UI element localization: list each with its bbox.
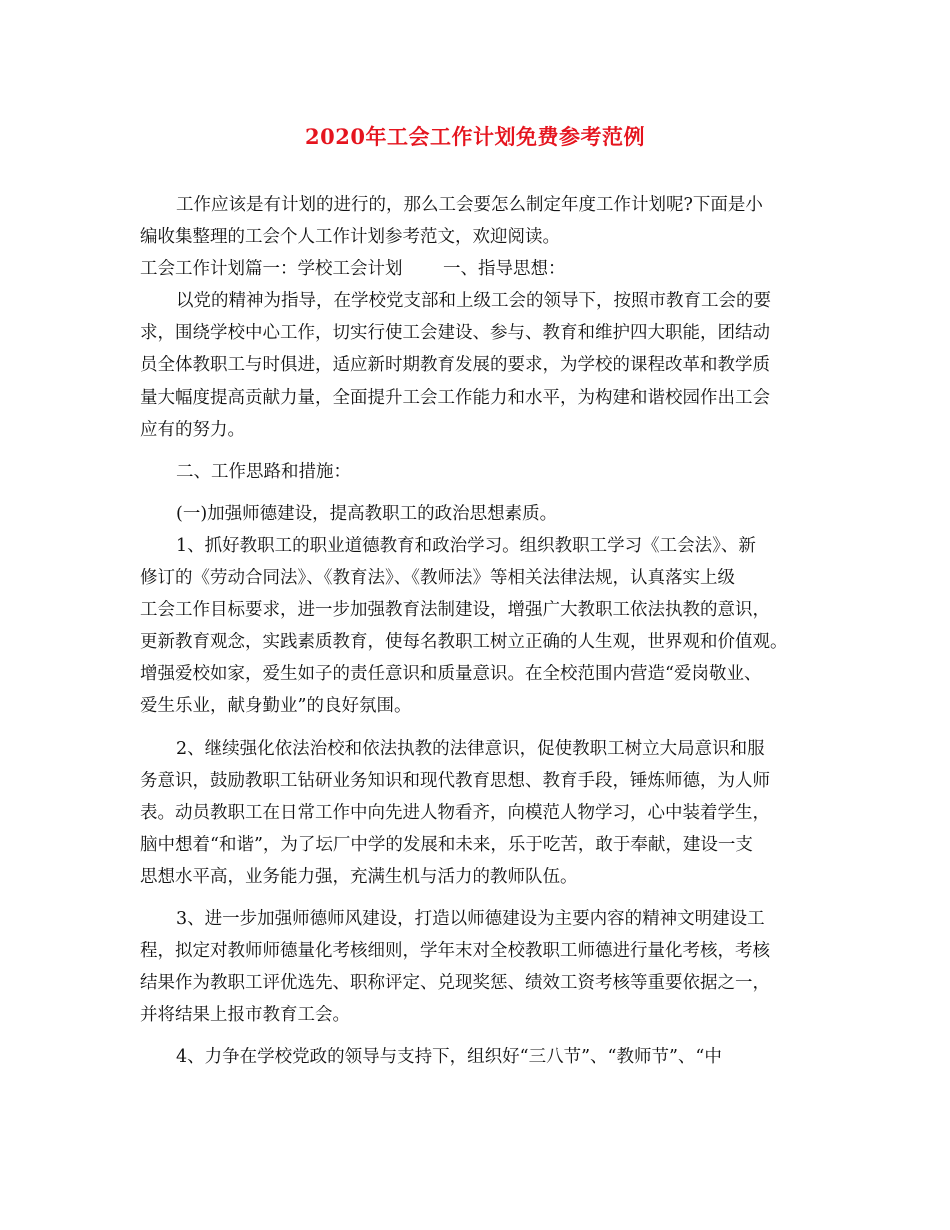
text-line: 编收集整理的工会个人工作计划参考范文，欢迎阅读。 <box>140 227 560 248</box>
text-line: 脑中想着“和谐”，为了坛厂中学的发展和未来，乐于吃苦，敢于奉献，建设一支 <box>140 834 753 855</box>
paragraph-item-3 <box>140 903 820 1031</box>
text-line: 增强爱校如家，爱生如子的责任意识和质量意识。在全校范围内营造“爱岗敬业、 <box>140 664 762 685</box>
text-line: 4、力争在学校党政的领导与支持下，组织好“三八节”、“教师节”、“中 <box>176 1047 722 1068</box>
text-line: 二、工作思路和措施： <box>176 461 351 482</box>
paragraph-gap <box>140 893 820 903</box>
text-line: 1、抓好教职工的职业道德教育和政治学习。组织教职工学习《工会法》、新 <box>176 535 756 556</box>
text-line: 修订的《劳动合同法》、《教育法》、《教师法》等相关法律法规，认真落实上级 <box>140 568 735 589</box>
text-line: 程，拟定对教师师德量化考核细则，学年末对全校教职工师德进行量化考核，考核 <box>140 941 770 962</box>
text-line: 表。动员教职工在日常工作中向先进人物看齐，向模范人物学习，心中装着学生， <box>140 802 770 823</box>
paragraph-item-1 <box>140 530 820 723</box>
text-line: 以党的精神为指导，在学校党支部和上级工会的领导下，按照市教育工会的要 <box>176 291 771 312</box>
text-line: 应有的努力。 <box>140 419 245 440</box>
paragraph-gap <box>140 488 820 498</box>
text-line: (一)加强师德建设，提高教职工的政治思想素质。 <box>176 503 558 524</box>
paragraph-gap <box>140 723 820 733</box>
text-line: 2、继续强化依法治校和依法执教的法律意识，促使教职工树立大局意识和服 <box>176 738 765 759</box>
paragraph-intro <box>140 189 820 253</box>
text-line: 并将结果上报市教育工会。 <box>140 1005 350 1026</box>
text-line: 思想水平高，业务能力强，充满生机与活力的教师队伍。 <box>140 866 578 887</box>
text-line: 结果作为教职工评优选先、职称评定、兑现奖惩、绩效工资考核等重要依据之一， <box>140 973 770 994</box>
paragraph-guiding-thought <box>140 285 820 445</box>
text-line: 务意识，鼓励教职工钻研业务知识和现代教育思想、教育手段，锤炼师德，为人师 <box>140 770 770 791</box>
paragraph-gap <box>140 1031 820 1041</box>
text-line: 求，围绕学校中心工作，切实行使工会建设、参与、教育和维护四大职能，团结动 <box>140 323 770 344</box>
paragraph-gap <box>140 446 820 456</box>
text-line: 工作应该是有计划的进行的，那么工会要怎么制定年度工作计划呢?下面是小 <box>176 195 763 215</box>
text-line: 量大幅度提高贡献力量，全面提升工会工作能力和水平，为构建和谐校园作出工会 <box>140 387 770 408</box>
document-title: 2020年工会工作计划免费参考范例 <box>305 124 645 149</box>
section-heading-article-one <box>140 253 820 285</box>
document-body <box>140 189 820 1073</box>
text-line: 爱生乐业，献身勤业”的良好氛围。 <box>140 696 412 717</box>
text-line: 工会工作计划篇一：学校工会计划 一、指导思想： <box>140 259 566 280</box>
subheading-ethics <box>140 498 820 530</box>
text-line: 更新教育观念，实践素质教育，使每名教职工树立正确的人生观，世界观和价值观。 <box>140 632 788 653</box>
text-line: 3、进一步加强师德师风建设，打造以师德建设为主要内容的精神文明建设工 <box>176 908 765 929</box>
text-line: 工会工作目标要求，进一步加强教育法制建设，增强广大教职工依法执教的意识， <box>140 600 770 621</box>
paragraph-item-4 <box>140 1041 820 1073</box>
paragraph-item-2 <box>140 733 820 893</box>
section-heading-ideas-measures <box>140 456 820 488</box>
text-line: 员全体教职工与时俱进，适应新时期教育发展的要求，为学校的课程改革和教学质 <box>140 355 770 376</box>
